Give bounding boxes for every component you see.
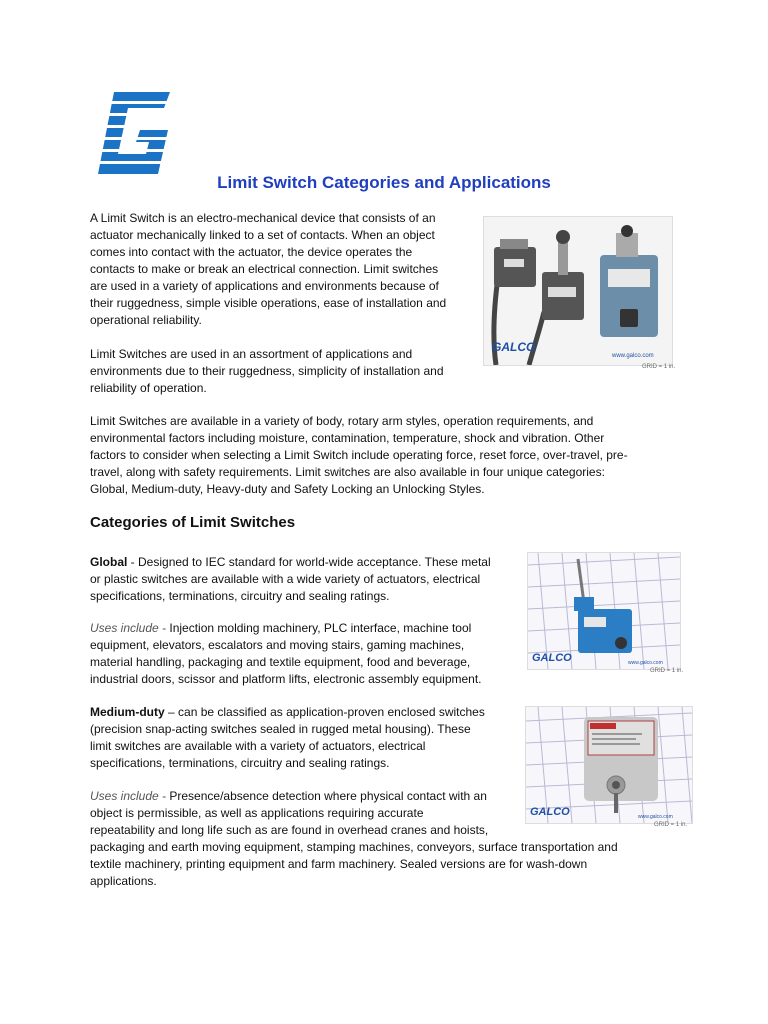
medium-duty-uses-paragraph: Uses include - Presence/absence detection where physical contact with an object is permissible, as well as applications requiring accurate repeatability and long life such as are found in overhead cranes and hoists, packaging and earth moving equipment, stamping machines, conveyors, surface transportation and textile machinery, printing equipment and farm machinery. Sealed versions are for wash-down applications.: [90, 789, 618, 888]
photo-caption: GRID = 1 in.: [642, 364, 676, 370]
intro-paragraph-1: A Limit Switch is an electro-mechanical device that consists of an actuator mechanically linked to a set of contacts. When an object comes into contact with the actuator, the device operates the contacts to make or break an electrical connection. Limit switches are used in a variety of applications and environments because of their ruggedness, simple visible operations, ease of installation and operational reliability.: [90, 211, 447, 327]
medium-duty-paragraph: Medium-duty – can be classified as application-proven enclosed switches (precision snap-acting switches sealed in rugged metal housing). These limit switches are available with a variety of actuators, electrical specifications, terminations, circuitry and sealing ratings.: [90, 705, 485, 770]
photo-brand: GALCO: [532, 652, 572, 664]
global-term: Global: [90, 555, 128, 569]
photo-brand: GALCO: [530, 806, 570, 818]
categories-heading: Categories of Limit Switches: [90, 514, 296, 531]
photo-url: www.galco.com: [612, 353, 654, 359]
photo-brand: GALCO: [492, 340, 536, 354]
medium-duty-term: Medium-duty: [90, 705, 165, 719]
product-photo-global-switch: [527, 552, 681, 670]
product-photo-limit-switches: [483, 216, 673, 366]
global-paragraph: Global - Designed to IEC standard for world-wide acceptance. These metal or plastic switches are available with a wide variety of actuators, electrical specifications, terminations, circuitry and sealing ratings.: [90, 555, 491, 603]
uses-label: Uses include -: [90, 789, 170, 803]
product-photo-medium-duty-switch: [525, 706, 693, 824]
global-uses-paragraph: Uses include - Injection molding machinery, PLC interface, machine tool equipment, elevators, escalators and moving stairs, gaming machines, material handling, packaging and textile equipment, food and beverage, industrial doors, scissor and platform lifts, electronic assembly equipment.: [90, 621, 482, 686]
company-logo: [98, 92, 170, 174]
intro-paragraph-2: Limit Switches are used in an assortment of applications and environments due to their ruggedness, simplicity of installation and reliability of operation.: [90, 347, 444, 395]
uses-label: Uses include -: [90, 621, 170, 635]
page-title: Limit Switch Categories and Applications: [217, 173, 551, 192]
intro-paragraph-3: Limit Switches are available in a variety of body, rotary arm styles, operation requirements, and environmental factors including moisture, contamination, temperature, shock and vibration. Other factors to consider when selecting a Limit Switch include operating force, reset force, over-travel, pre- travel, along with safety requirements. Limit switches are also available in four unique categories: Global, Medium-duty, Heavy-duty and Safety Locking an Unlocking Styles.: [90, 414, 628, 496]
photo-caption: GRID = 1 in.: [650, 668, 684, 674]
photo-url: www.galco.com: [638, 814, 673, 820]
photo-url: www.galco.com: [628, 660, 663, 666]
photo-caption: GRID = 1 in.: [654, 822, 688, 828]
